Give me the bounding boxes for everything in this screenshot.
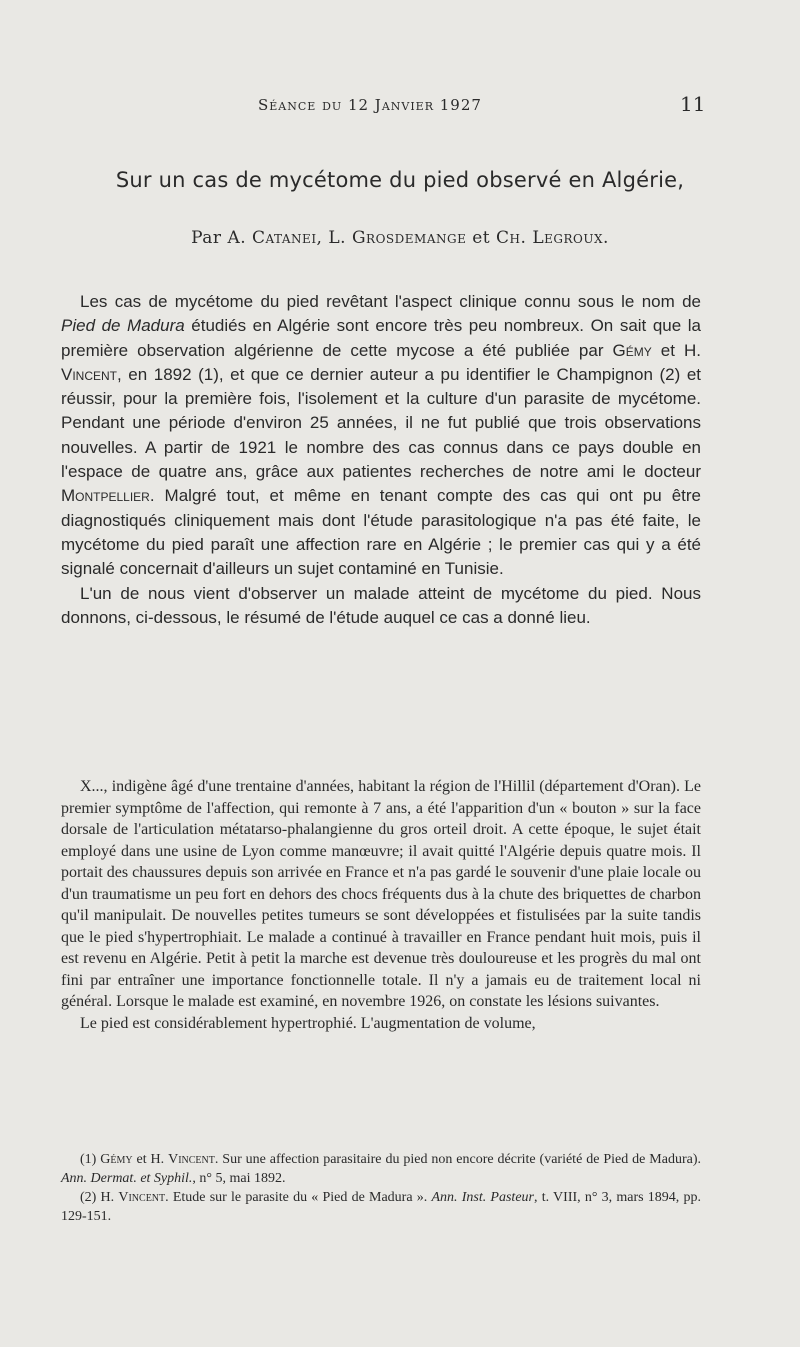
citation-name-montpellier: Montpellier	[61, 486, 150, 506]
text-run: étudiés en Algérie sont encore très peu nombreux. On sait que la première observation algérienne de cette mycose a été publiée par	[61, 316, 701, 360]
text-run: . Sur une affection parasitaire du pied non encore décrite (variété de Pied de Madura).	[214, 1152, 701, 1167]
footnote-name-vincent: Vincent	[168, 1152, 215, 1167]
citation-name-gemy: Gémy	[612, 340, 652, 360]
text-run: H.	[96, 1190, 119, 1205]
footnote-number: (1)	[80, 1152, 97, 1167]
author-conjunction: et	[472, 228, 491, 248]
case-report-section	[61, 776, 701, 1034]
text-run: , n° 5, mai 1892.	[192, 1171, 286, 1186]
footnote-1	[61, 1150, 701, 1188]
intro-section	[61, 290, 701, 630]
intro-paragraph-2: L'un de nous vient d'observer un malade atteint de mycétome du pied. Nous donnons, ci-dessous, le résumé de l'étude auquel ce cas a donné lieu.	[61, 583, 701, 627]
running-header	[0, 92, 800, 122]
article-title: Sur un cas de mycétome du pied observé en Algérie,	[115, 168, 685, 192]
author-catanei: A. Catanei,	[227, 228, 323, 248]
author-line	[0, 228, 800, 248]
running-title: Séance du 12 Janvier 1927	[258, 96, 482, 114]
author-legroux: Ch. Legroux.	[496, 228, 609, 248]
footnote-journal: Ann. Inst. Pasteur	[431, 1190, 534, 1205]
footnotes	[61, 1150, 701, 1226]
footnote-2	[61, 1188, 701, 1226]
citation-name-vincent: Vincent	[61, 364, 118, 384]
intro-paragraph-1	[61, 290, 701, 582]
footnote-journal: Ann. Dermat. et Syphil.	[61, 1171, 193, 1186]
text-run: et H.	[132, 1152, 169, 1167]
text-run: , t. VIII, n° 3, mars 1894, pp. 129-151.	[61, 1190, 701, 1224]
text-run: et H.	[651, 340, 701, 360]
footnote-name-gemy: Gémy	[100, 1152, 133, 1167]
author-prefix: Par	[191, 228, 222, 248]
author-grosdemange: L. Grosdemange	[328, 228, 467, 248]
text-run: Les cas de mycétome du pied revêtant l'aspect clinique connu sous le nom de	[80, 292, 701, 311]
text-run: , en 1892 (1), et que ce dernier auteur a pu identifier le Champignon (2) et réussir, pour la première fois, l'isolement et la culture d'un parasite de mycétome. Pendant une période d'environ 25 années, il ne fut publié que trois observations nouvelles. A partir de 1921 le nombre des cas connus dans ce pays double en l'espace de quatre ans, grâce aux patientes recherches de notre ami le docteur	[61, 364, 701, 482]
case-paragraph-2: Le pied est considérablement hypertrophié. L'augmentation de volume,	[80, 1014, 536, 1032]
footnote-name-vincent: Vincent	[118, 1190, 166, 1205]
page-number: 11	[680, 92, 706, 116]
footnote-number: (2)	[80, 1190, 97, 1205]
term-pied-de-madura: Pied de Madura	[61, 316, 185, 336]
case-paragraph-1: X..., indigène âgé d'une trentaine d'années, habitant la région de l'Hillil (département d'Oran). Le premier symptôme de l'affection, qui remonte à 7 ans, a été l'apparition d'un « bouton » sur la face dorsale de l'articulation métatarso-phalangienne du gros orteil droit. A cette époque, le sujet était employé dans une usine de Lyon comme manœuvre; il avait quitté l'Algérie depuis quatre mois. Il portait des chaussures depuis son arrivée en France et n'a pas gardé le souvenir d'une plaie locale ou d'un traumatisme un peu fort en dehors des chocs fréquents dus à la chute des briquettes de charbon qu'il manipulait. De nouvelles petites tumeurs se sont développées et fistulisées par la suite tandis que le pied s'hypertrophiait. Le malade a continué à travailler en France pendant huit mois, puis il est revenu en Algérie. Petit à petit la marche est devenue très douloureuse et les progrès du mal ont fini par entraîner une importance fonctionnelle totale. Il n'y a jamais eu de traitement local ni général. Lorsque le malade est examiné, en novembre 1926, on constate les lésions suivantes.	[61, 778, 701, 1010]
text-run: . Etude sur le parasite du « Pied de Madura ».	[165, 1190, 432, 1205]
text-run: . Malgré tout, et même en tenant compte des cas qui ont pu être diagnostiqués cliniquement mais dont l'étude parasitologique n'a pas été faite, le mycétome du pied paraît une affection rare en Algérie ; le premier cas qui y a été signalé concernait d'ailleurs un sujet contaminé en Tunisie.	[61, 486, 701, 579]
